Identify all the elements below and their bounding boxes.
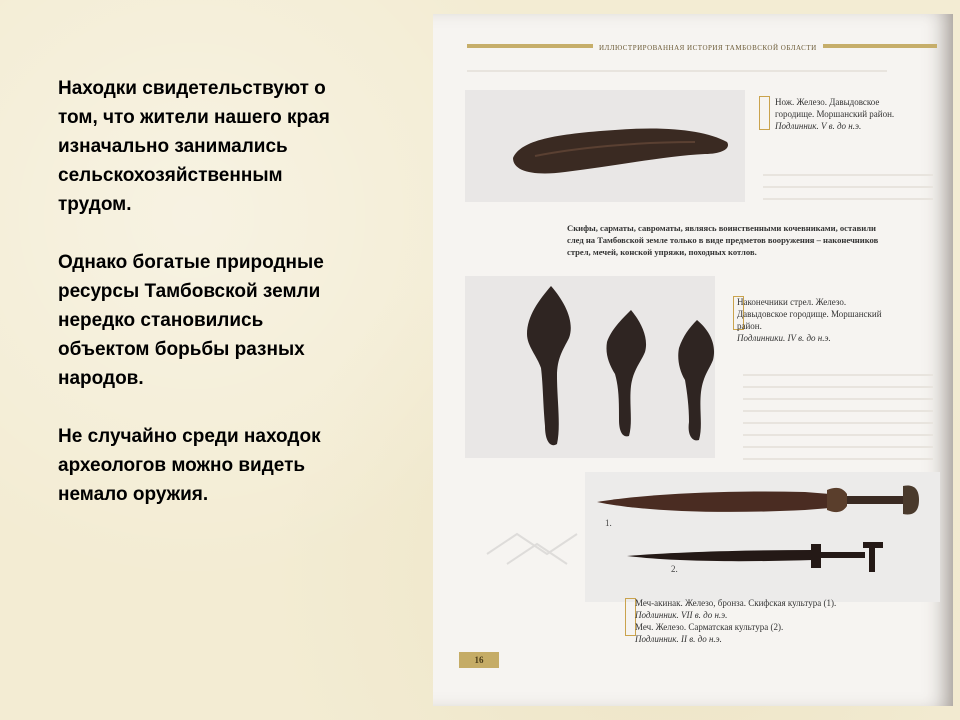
book-header-title: ИЛЛЮСТРИРОВАННАЯ ИСТОРИЯ ТАМБОВСКОЙ ОБЛАСТИ (593, 44, 823, 54)
knife-caption-line: Нож. Железо. Давыдовское (775, 97, 880, 107)
arrowheads-artifact (465, 276, 715, 458)
page-number: 16 (459, 652, 499, 668)
knife-caption-line: городище. Моршанский район. (775, 109, 895, 119)
slide-paragraph-2: Однако богатые природные ресурсы Тамбовской земли нередко становились объектом борьбы разных народов. (58, 252, 324, 389)
faint-text-lines (467, 70, 887, 82)
knife-photo (465, 90, 745, 202)
arrowheads-caption-line: Наконечники стрел. Железо. (737, 297, 847, 307)
intro-line: стрел, мечей, конской упряжи, походных котлов. (567, 247, 757, 257)
sword-label-2: 2. (671, 564, 678, 574)
sword-label-1: 1. (605, 518, 612, 528)
faint-text-lines (743, 374, 933, 470)
faint-background-drawing (477, 514, 587, 574)
slide-text-block (58, 74, 358, 538)
caption-bracket (759, 96, 770, 130)
intro-line: Скифы, сарматы, савроматы, являясь воинственными кочевниками, оставили (567, 223, 876, 233)
swords-artifact (585, 472, 940, 602)
arrowheads-caption (737, 296, 882, 344)
swords-photo (585, 472, 940, 602)
arrowheads-photo (465, 276, 715, 458)
faint-text-lines (763, 174, 933, 210)
knife-caption (775, 96, 894, 132)
knife-artifact (465, 90, 745, 202)
swords-caption (635, 597, 836, 645)
swords-caption-line: Подлинник. VII в. до н.э. (635, 610, 728, 620)
intro-line: след на Тамбовской земле только в виде предметов вооружения – наконечников (567, 235, 879, 245)
slide-paragraph-3: Не случайно среди находок археологов можно видеть немало оружия. (58, 426, 321, 505)
swords-caption-line: Меч. Железо. Сарматская культура (2). (635, 622, 784, 632)
arrowheads-caption-line: Подлинники. IV в. до н.э. (737, 333, 831, 343)
arrowheads-caption-line: район. (737, 321, 762, 331)
intro-text (567, 222, 947, 258)
book-page-scan (433, 14, 953, 706)
slide-paragraph-1: Находки свидетельствуют о том, что жители нашего края изначально занимались сельскохозяйственным трудом. (58, 78, 330, 215)
arrowheads-caption-line: Давыдовское городище. Моршанский (737, 309, 882, 319)
swords-caption-line: Подлинник. II в. до н.э. (635, 634, 722, 644)
swords-caption-line: Меч-акинак. Железо, бронза. Скифская культура (1). (635, 598, 837, 608)
knife-caption-line: Подлинник. V в. до н.э. (775, 121, 862, 131)
